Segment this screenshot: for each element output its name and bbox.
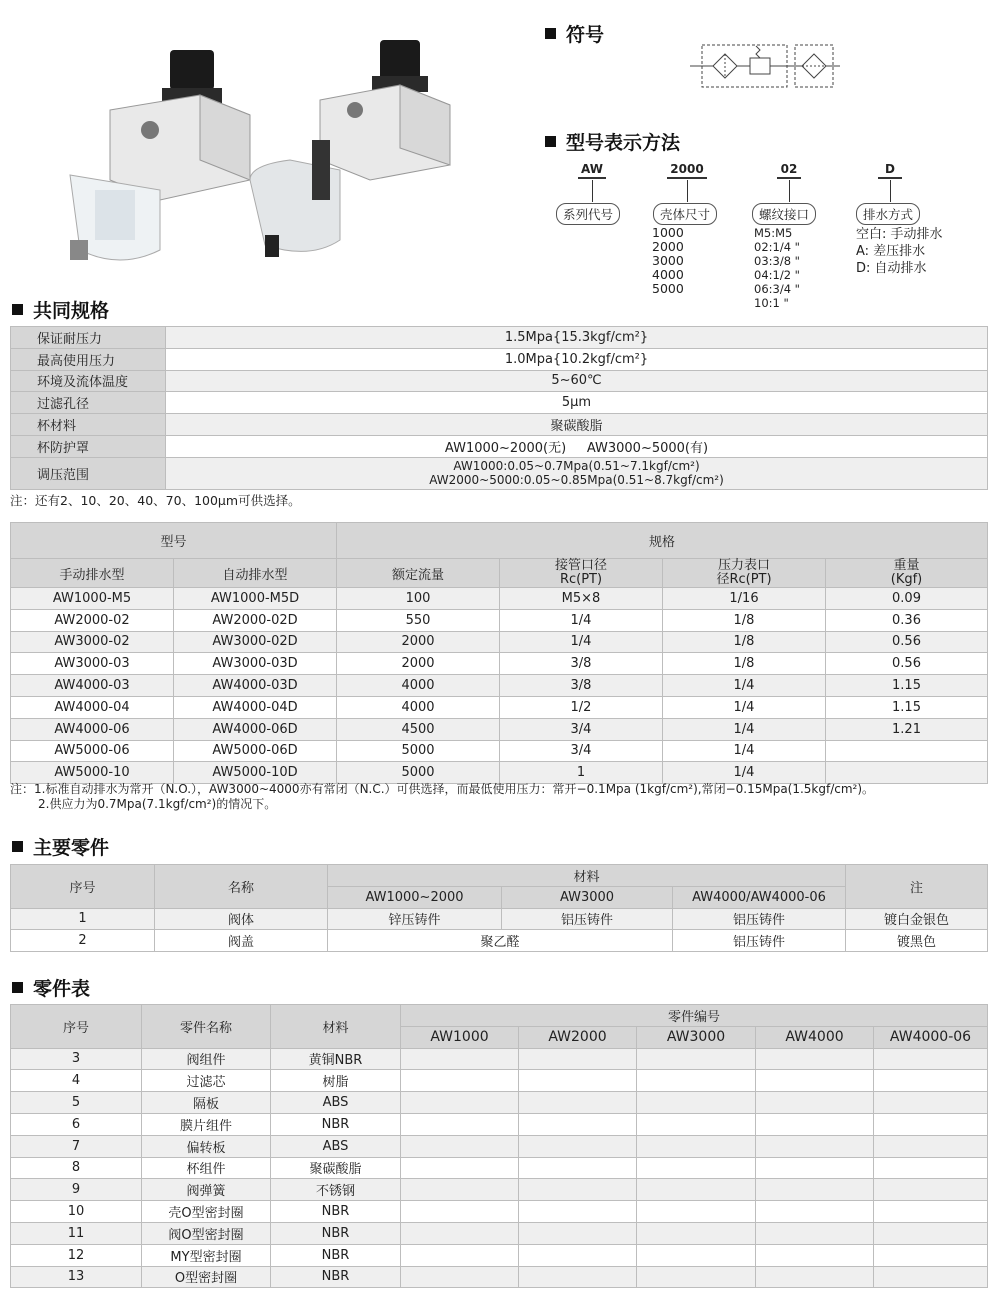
table-row: AW3000-02 AW3000-02D 2000 1/4 1/8 0.56 [11,631,988,653]
code-connector [890,180,891,202]
parts-list-header: AW1000 AW2000 AW3000 AW4000 AW4000-06 [11,1026,988,1048]
code-bar [878,177,902,179]
table-row: 6 膜片组件 NBR [11,1113,988,1135]
table-row: AW1000-M5 AW1000-M5D 100 M5×8 1/16 0.09 [11,588,988,610]
common-specs-heading: 共同规格 [12,296,109,323]
code-series: AW [581,162,603,176]
spec-row: 保证耐压力 1.5Mpa{15.3kgf/cm²} [11,327,988,349]
table-row: 2 阀盖 聚乙醛 铝压铸件 镀黑色 [11,930,988,952]
spec-row: 杯防护罩 AW1000~2000(无) AW3000~5000(有) [11,435,988,457]
code-connector [789,180,790,202]
symbol-heading: 符号 [545,20,604,47]
label-series: 系列代号 [556,203,620,225]
product-images [50,40,470,270]
table-row: 9 阀弹簧 不锈钢 [11,1179,988,1201]
label-drain: 排水方式 [856,203,920,225]
spec-row: 调压范围 AW1000:0.05~0.7Mpa(0.51~7.1kgf/cm²) AW2000~5000:0.05~0.85Mpa(0.51~8.7kgf/cm²) [11,457,988,489]
table-row: AW4000-06 AW4000-06D 4500 3/4 1/4 1.21 [11,718,988,740]
code-connector [592,180,593,202]
code-bar [777,177,801,179]
code-bar [578,177,606,179]
heading-square-icon [12,841,23,852]
label-size: 壳体尺寸 [653,203,717,225]
size-options: 1000 2000 3000 4000 5000 [652,225,684,296]
filter-regulator-image-2 [250,40,450,257]
port-options: M5:M5 02:1/4 " 03:3/8 " 04:1/2 " 06:3/4 " 10:1 " [754,226,800,310]
table-row: 11 阀O型密封圈 NBR [11,1222,988,1244]
model-table-header: 型号 规格 [11,523,988,559]
table-row: AW2000-02 AW2000-02D 550 1/4 1/8 0.36 [11,609,988,631]
table-row: AW4000-03 AW4000-03D 4000 3/8 1/4 1.15 [11,675,988,697]
drain-options: 空白: 手动排水 A: 差压排水 D: 自动排水 [856,227,943,276]
heading-square-icon [12,304,23,315]
model-table [10,522,988,784]
parts-list-table [10,1004,988,1288]
heading-square-icon [12,982,23,993]
table-row: 8 杯组件 聚碳酸脂 [11,1157,988,1179]
model-table-note: 注：1.标准自动排水为常开（N.O.），AW3000~4000亦有常闭（N.C.）可供选择，而最低使用压力：常开−0.1Mpa (1kgf/cm²),常闭−0.15Mpa(1.5kgf/cm²)。 2.供应力为0.7Mpa(7.1kgf/cm²)的情况下。 [10,782,875,811]
code-size: 2000 [670,162,704,176]
table-row: 3 阀组件 黄铜NBR [11,1048,988,1070]
table-row: 13 O型密封圈 NBR [11,1266,988,1288]
main-parts-table [10,864,988,952]
code-connector [687,180,688,202]
parts-list-heading: 零件表 [12,974,90,1001]
spec-row: 杯材料 聚碳酸脂 [11,414,988,436]
common-specs-table [10,326,988,490]
table-row: 7 偏转板 ABS [11,1135,988,1157]
code-bar [667,177,707,179]
spec-row: 环境及流体温度 5~60℃ [11,370,988,392]
spec-row: 最高使用压力 1.0Mpa{10.2kgf/cm²} [11,348,988,370]
table-row: 5 隔板 ABS [11,1092,988,1114]
pneumatic-symbol-diagram [690,40,840,90]
table-row: 1 阀体 锌压铸件 铝压铸件 铝压铸件 镀白金银色 [11,908,988,930]
main-parts-header: AW1000~2000 AW3000 AW4000/AW4000-06 [11,886,988,908]
heading-square-icon [545,28,556,39]
table-row: 12 MY型密封圈 NBR [11,1244,988,1266]
main-parts-heading: 主要零件 [12,833,109,860]
table-row: 10 壳O型密封圈 NBR [11,1201,988,1223]
table-row: AW4000-04 AW4000-04D 4000 1/2 1/4 1.15 [11,696,988,718]
heading-square-icon [545,136,556,147]
specs-note: 注：还有2、10、20、40、70、100μm可供选择。 [10,493,301,508]
spec-row: 过滤孔径 5μm [11,392,988,414]
model-table-header: 手动排水型 自动排水型 额定流量 接管口径 Rc(PT) 压力表口 径Rc(PT) 重量 (Kgf) [11,559,988,588]
code-drain: D [885,162,895,176]
table-row: AW5000-06 AW5000-06D 5000 3/4 1/4 [11,740,988,762]
filter-regulator-image-1 [70,50,250,260]
table-row: AW5000-10 AW5000-10D 5000 1 1/4 [11,762,988,784]
parts-list-header: 序号 零件名称 材料 零件编号 [11,1005,988,1027]
model-notation-heading: 型号表示方法 [545,128,680,155]
main-parts-header: 序号 名称 材料 注 [11,865,988,887]
table-row: 4 过滤芯 树脂 [11,1070,988,1092]
table-row: AW3000-03 AW3000-03D 2000 3/8 1/8 0.56 [11,653,988,675]
label-port: 螺纹接口 [752,203,816,225]
code-port: 02 [780,162,798,176]
